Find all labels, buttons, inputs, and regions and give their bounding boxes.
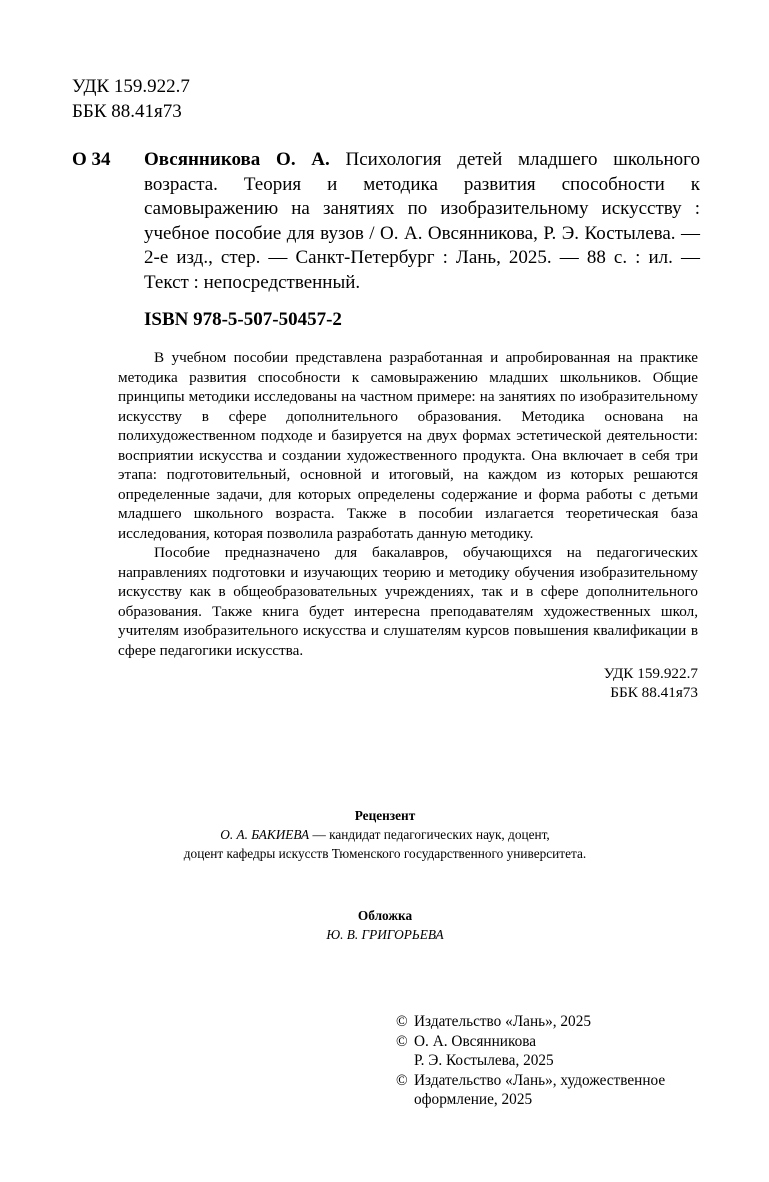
udk-code: УДК 159.922.7 bbox=[72, 76, 190, 97]
description-text: Психология детей младшего школьного возраста. Теория и методика развития способности к самовыражению на занятиях по изобразительному искусству : учебное пособие для вузов / О. А. Овсянникова, Р. Э. Костылева. — 2-е изд., стер. — Санкт-Петербург : Лань, 2025. — 88 с. : ил. — Текст : непосредственный. bbox=[144, 149, 701, 293]
bbk-code: ББК 88.41я73 bbox=[610, 684, 698, 701]
abstract-paragraph: В учебном пособии представлена разработанная и апробированная на практике методика развития способности к самовыражению младших школьников. Общие принципы методики исследованы на частном примере: на занятиях по изобразительному искусству в сфере дополнительного образования. Методика основана на полихудожественном подходе и базируется на двух формах эстетической деятельности: восприятии искусства и создании художественного продукта. Она включает в себя три этапа: подготовительный, основной и итоговый, на каждом из которых решаются определенные задачи, для которых определены содержание и форма работы с детьми младшего школьного возраста. Также в пособии излагается теоретическая база исследования, которая позволила разработать данную методику. bbox=[118, 349, 698, 542]
abstract bbox=[118, 348, 698, 702]
copyright-line: оформление, 2025 bbox=[414, 1091, 533, 1109]
author-name: Овсянникова О. А. bbox=[144, 149, 330, 170]
copyright-block bbox=[396, 1012, 716, 1110]
author-sign: О 34 bbox=[72, 149, 111, 170]
udk-bbk-top bbox=[72, 74, 190, 124]
cover-designer: Ю. В. ГРИГОРЬЕВА bbox=[326, 927, 444, 942]
bbk-code: ББК 88.41я73 bbox=[72, 101, 182, 122]
bibliographic-description bbox=[144, 148, 700, 332]
copyright-line: © О. А. Овсянникова bbox=[396, 1032, 537, 1050]
cover-heading: Обложка bbox=[357, 908, 413, 923]
bibliographic-entry bbox=[72, 148, 700, 332]
reviewer-credentials: — кандидат педагогических наук, доцент, bbox=[309, 827, 550, 842]
udk-code: УДК 159.922.7 bbox=[603, 665, 698, 682]
copyright-line: © Издательство «Лань», 2025 bbox=[396, 1013, 592, 1030]
reviewer-section bbox=[120, 806, 650, 863]
copyright-symbol: © bbox=[396, 1032, 408, 1050]
index-codes bbox=[118, 664, 698, 702]
cover-section bbox=[120, 906, 650, 944]
abstract-paragraph: Пособие предназначено для бакалавров, обучающихся на педагогических направлениях подготовки и изучающих теорию и методику обучения изобразительному искусству как в общеобразовательных учреждениях, так и в сфере дополнительного образования. Также книга будет интересна преподавателям художественных школ, учителям изобразительного искусства и слушателям курсов повышения квалификации в сфере педагогики искусства. bbox=[118, 544, 698, 659]
reviewer-heading: Рецензент bbox=[354, 808, 416, 823]
copyright-line: © Издательство «Лань», художественное bbox=[396, 1071, 666, 1089]
reviewer-name: О. А. БАКИЕВА bbox=[220, 827, 310, 842]
copyright-symbol: © bbox=[396, 1013, 408, 1030]
reviewer-position: доцент кафедры искусств Тюменского государственного университета. bbox=[183, 846, 587, 861]
isbn: ISBN 978-5-507-50457-2 bbox=[144, 308, 342, 330]
reviewer-line bbox=[120, 825, 650, 844]
copyright-line: Р. Э. Костылева, 2025 bbox=[414, 1052, 554, 1070]
copyright-symbol: © bbox=[396, 1071, 408, 1089]
